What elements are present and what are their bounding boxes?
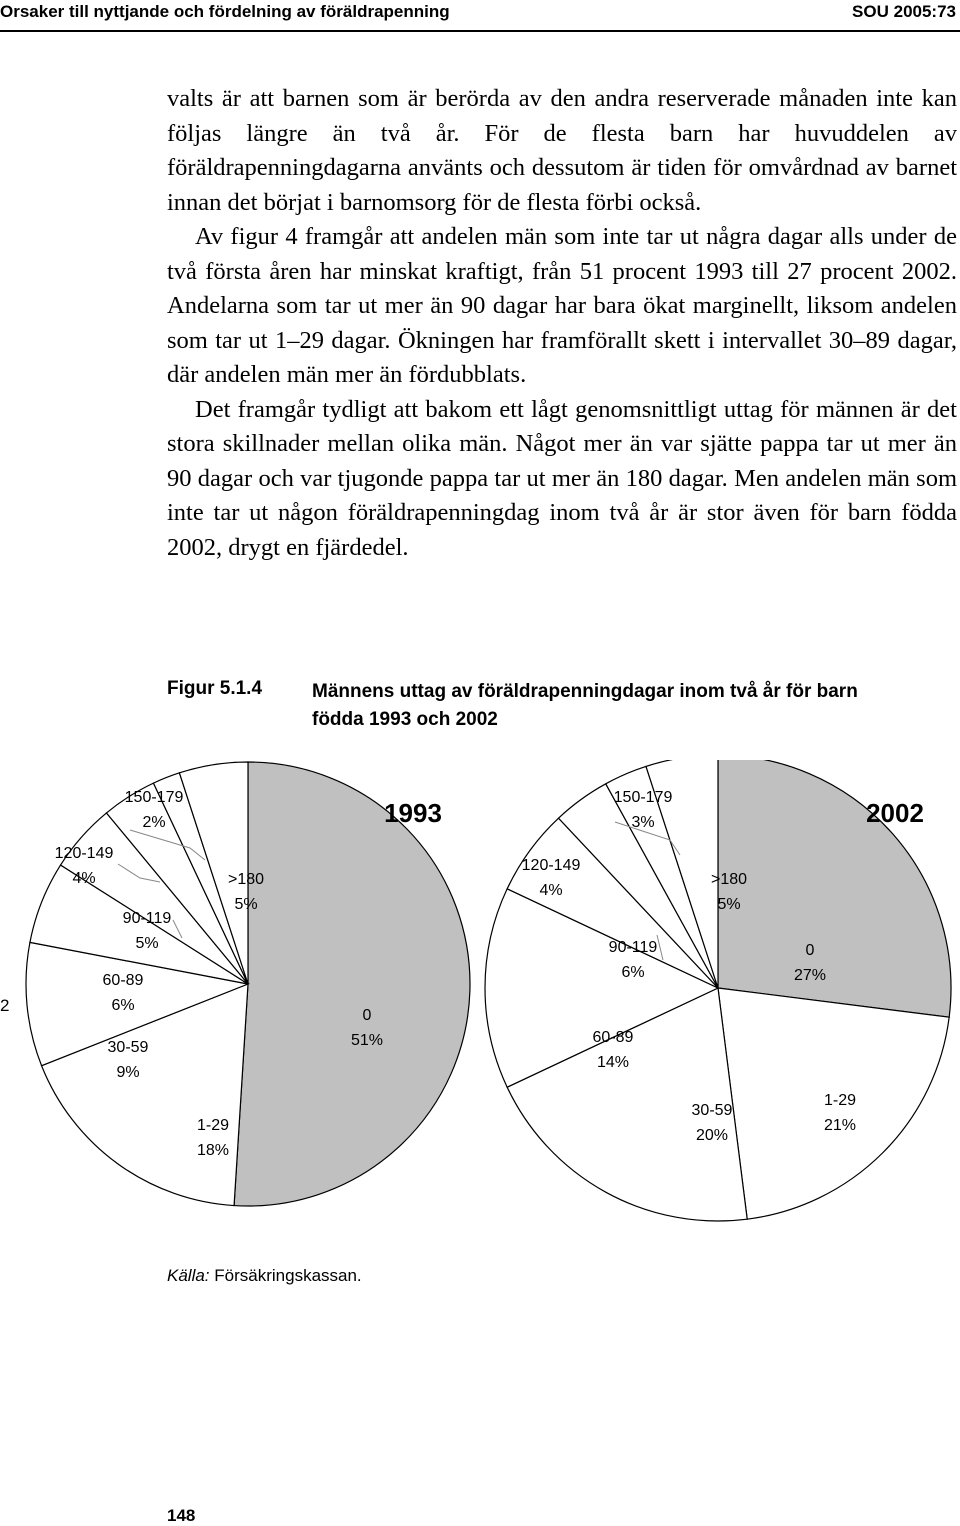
pie-label-category-1993-4: 90-119	[122, 910, 172, 927]
source-text: Försäkringskassan.	[214, 1266, 362, 1285]
body-text	[167, 82, 957, 565]
pie-label-category-2002-5: 120-149	[521, 857, 581, 874]
pie-label-category-2002-0: 0	[805, 942, 815, 959]
pie-label-category-1993-7: >180	[227, 871, 265, 888]
pie-title-2002: 2002	[866, 798, 924, 828]
pie-title-1993: 1993	[384, 798, 442, 828]
pie-label-value-2002-6: 3%	[631, 814, 655, 831]
header-report-id: SOU 2005:73	[852, 2, 956, 21]
pie-label-value-1993-1: 18%	[196, 1142, 230, 1159]
pie-label-category-2002-4: 90-119	[608, 939, 658, 956]
pie-label-value-1993-5: 4%	[72, 870, 96, 887]
pie-label-value-2002-0: 27%	[793, 967, 827, 984]
pie-label-value-1993-4: 5%	[135, 935, 159, 952]
edge-mark: 2	[0, 996, 10, 1015]
figure-source	[167, 1266, 362, 1286]
pie-label-value-2002-4: 6%	[621, 964, 645, 981]
paragraph-3: Det framgår tydligt att bakom ett lågt genomsnittligt uttag för männen är det stora skillnader mellan olika män. Något mer än var sjätte pappa tar ut mer än 90 dagar och var tjugonde pappa tar ut mer än 180 dagar. Men andelen män som inte tar ut någon föräldrapenningdag inom två år är stor även för barn födda 2002, drygt en fjärdedel.	[167, 395, 957, 561]
pie-chart-2002	[485, 760, 951, 1221]
pie-label-category-2002-3: 60-89	[592, 1029, 634, 1046]
page-number: 148	[167, 1506, 196, 1525]
pie-chart-1993	[26, 762, 470, 1206]
pie-label-category-1993-6: 150-179	[124, 789, 184, 806]
pie-label-category-1993-5: 120-149	[54, 845, 114, 862]
pie-charts	[0, 760, 960, 1260]
pie-label-category-1993-3: 60-89	[102, 972, 144, 989]
pie-label-value-2002-7: 5%	[717, 896, 741, 913]
pie-label-value-1993-0: 51%	[350, 1032, 384, 1049]
pie-label-category-1993-2: 30-59	[107, 1039, 149, 1056]
pie-label-value-2002-2: 20%	[695, 1127, 729, 1144]
pie-label-category-1993-1: 1-29	[196, 1117, 230, 1134]
header-chapter-title: Orsaker till nyttjande och fördelning av föräldrapenning	[0, 2, 450, 21]
pie-label-value-2002-3: 14%	[596, 1054, 630, 1071]
paragraph-2: Av figur 4 framgår att andelen män som inte tar ut några dagar alls under de två första åren har minskat kraftigt, från 51 procent 1993 till 27 procent 2002. Andelarna som tar ut mer än 90 dagar har bara ökat marginellt, liksom andelen som tar ut 1–29 dagar. Ökningen har framförallt skett i intervallet 30–89 dagar, där andelen män mer än fördubblats.	[167, 223, 957, 388]
pie-label-value-1993-2: 9%	[116, 1064, 140, 1081]
source-prefix: Källa:	[167, 1266, 210, 1285]
pie-label-category-1993-0: 0	[362, 1007, 372, 1024]
pie-label-value-2002-5: 4%	[539, 882, 563, 899]
figure-label: Figur 5.1.4	[167, 678, 263, 699]
page-header	[0, 0, 960, 32]
pie-label-category-2002-7: >180	[710, 871, 748, 888]
pie-label-value-1993-6: 2%	[142, 814, 166, 831]
pie-label-value-1993-3: 6%	[111, 997, 135, 1014]
paragraph-1: valts är att barnen som är berörda av den andra reserverade månaden inte kan följas längre än två år. För de flesta barn har huvuddelen av föräldrapenningdagarna använts och dessutom är tiden för omvårdnad av barnet innan det börjat i barnomsorg för de flesta förbi också.	[167, 85, 957, 216]
pie-label-value-2002-1: 21%	[823, 1117, 857, 1134]
pie-label-category-2002-6: 150-179	[613, 789, 673, 806]
pie-slice-1993-0	[234, 762, 470, 1206]
figure-title: Männens uttag av föräldrapenningdagar inom två år för barn födda 1993 och 2002	[312, 681, 858, 730]
pie-label-category-2002-2: 30-59	[691, 1102, 733, 1119]
pie-label-value-1993-7: 5%	[234, 896, 258, 913]
pie-label-category-2002-1: 1-29	[823, 1092, 857, 1109]
